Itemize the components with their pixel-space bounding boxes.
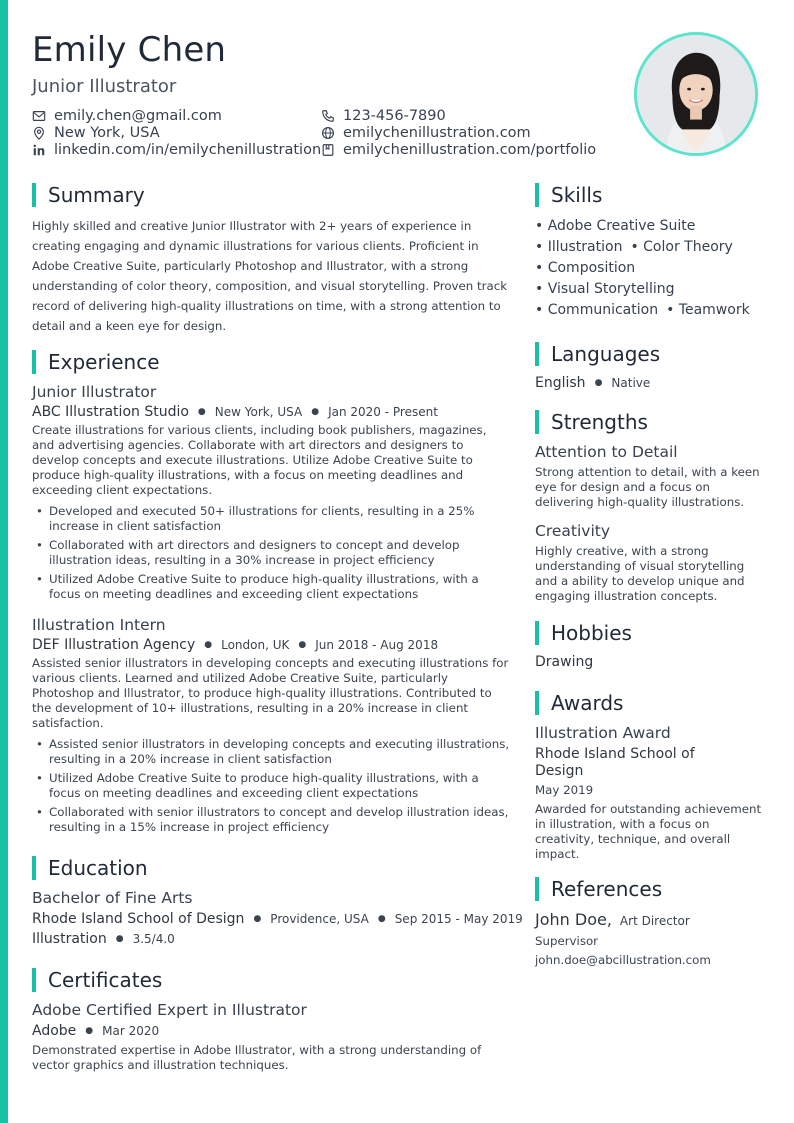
job-description: Create illustrations for various clients, including book publishers, magazines, and advertising agencies. Collaborate with art directors and designers to develop concepts and execute illustrations. Utilize Adobe Creative Suite to produce high-quality illustrations, with a focus on meeting deadlines and exceeding client expectations.: [32, 423, 487, 497]
heading-accent: [32, 183, 36, 207]
phone-icon: [321, 109, 335, 123]
school-location: Providence, USA: [270, 912, 369, 926]
skills-list: [535, 216, 765, 321]
skill-tag: • Illustration: [535, 239, 623, 255]
portfolio-text: emilychenillustration.com/portfolio: [343, 142, 597, 158]
summary-text: Highly skilled and creative Junior Illustrator with 2+ years of experience in creating engaging and dynamic illustrations for various clients. Proficient in Adobe Creative Suite, particularly Photoshop and Illustrator, with a strong understanding of color theory, composition, and visual storytelling. Proven track record of delivering high-quality illustrations on time, with a strong attention to detail and a keen eye for design.: [32, 219, 508, 333]
job-entry: [32, 383, 510, 602]
contact-phone[interactable]: [321, 108, 446, 124]
location-icon: [32, 126, 46, 140]
linkedin-icon: [32, 143, 46, 157]
phone-text: 123-456-7890: [343, 108, 446, 124]
list-item: • Developed and executed 50+ illustrations for clients, resulting in a 25% increase in client satisfaction: [32, 504, 510, 534]
experience-heading: [32, 349, 510, 375]
separator-dot: ●: [85, 1026, 94, 1036]
contact-portfolio[interactable]: [321, 142, 596, 158]
experience-title: Experience: [48, 350, 160, 374]
job-description: Assisted senior illustrators in developing concepts and executing illustrations for various clients. Learned and utilized Adobe Creative Suite, particularly Photoshop and Illustrator, to produce high-quality illustrations. Contributed to the development of 10+ illustrations, resulting in a 20% increase in client satisfaction.: [32, 656, 509, 730]
references-heading: [535, 876, 765, 902]
heading-accent: [32, 350, 36, 374]
separator-dot: ●: [197, 407, 206, 417]
award-text: Awarded for outstanding achievement in illustration, with a focus on creativity, technique, and overall impact.: [535, 802, 762, 861]
job-location: New York, USA: [214, 405, 303, 419]
separator-dot: ●: [298, 640, 307, 650]
language-entry: [535, 375, 765, 391]
contact-website[interactable]: [321, 125, 531, 141]
job-entry: [32, 616, 510, 835]
profile-photo: [634, 32, 758, 156]
separator-dot: ●: [115, 934, 124, 944]
job-bullets: [32, 737, 510, 835]
main-column: [32, 182, 523, 1073]
certificate-description: Demonstrated expertise in Adobe Illustrator, with a strong understanding of vector graphics and illustration techniques.: [32, 1043, 482, 1072]
contact-email[interactable]: [32, 108, 222, 124]
job-location: London, UK: [221, 638, 290, 652]
job-meta: [32, 404, 510, 420]
school-name: Rhode Island School of Design: [32, 911, 245, 927]
certificates-title: Certificates: [48, 968, 163, 992]
separator-dot: ●: [253, 914, 262, 924]
certificates-heading: [32, 967, 510, 993]
award-issuer: Rhode Island School of Design: [535, 746, 695, 779]
candidate-role: Junior Illustrator: [32, 76, 177, 97]
job-dates: Jan 2020 - Present: [328, 405, 438, 419]
summary-heading: [32, 182, 510, 208]
skill-tag: • Color Theory: [630, 239, 733, 255]
certificate-issuer: Adobe: [32, 1023, 77, 1039]
award-date: May 2019: [535, 783, 594, 797]
job-meta: [32, 637, 510, 653]
heading-accent: [535, 410, 539, 434]
skills-heading: [535, 182, 765, 208]
education-heading: [32, 855, 510, 881]
contact-linkedin[interactable]: [32, 142, 321, 158]
reference-email[interactable]: john.doe@abcillustration.com: [535, 953, 711, 967]
list-item: • Assisted senior illustrators in developing concepts and executing illustrations, resulting in a 20% increase in client satisfaction: [32, 737, 510, 767]
awards-heading: [535, 690, 765, 716]
certificate-meta: [32, 1023, 510, 1039]
separator-dot: ●: [377, 914, 386, 924]
skill-tag: • Visual Storytelling: [535, 281, 675, 297]
job-title: Junior Illustrator: [32, 383, 157, 401]
certificate-date: Mar 2020: [102, 1024, 160, 1038]
list-item: • Collaborated with art directors and designers to concept and develop illustration ideas, resulting in a 30% increase in project efficiency: [32, 538, 510, 568]
linkedin-text: linkedin.com/in/emilychenillustration: [54, 142, 322, 158]
list-item: • Collaborated with senior illustrators to concept and develop illustration ideas, resulting in a 15% increase in project efficiency: [32, 805, 510, 835]
heading-accent: [32, 968, 36, 992]
strengths-title: Strengths: [551, 410, 648, 434]
skill-tag: • Teamwork: [666, 302, 750, 318]
list-item: • Utilized Adobe Creative Suite to produce high-quality illustrations, with a focus on meeting deadlines and exceeding client expectations: [32, 572, 510, 602]
strength-text: Strong attention to detail, with a keen eye for design and a focus on delivering high-quality illustrations.: [535, 465, 760, 509]
list-item: • Utilized Adobe Creative Suite to produce high-quality illustrations, with a focus on meeting deadlines and exceeding client expectations: [32, 771, 510, 801]
heading-accent: [32, 856, 36, 880]
heading-accent: [535, 691, 539, 715]
skill-tag: • Adobe Creative Suite: [535, 218, 696, 234]
summary-title: Summary: [48, 183, 145, 207]
references-title: References: [551, 877, 663, 901]
reference-name: John Doe,: [535, 910, 612, 929]
separator-dot: ●: [204, 640, 213, 650]
education-meta: [32, 911, 523, 927]
separator-dot: ●: [311, 407, 320, 417]
reference-entry: [535, 910, 765, 929]
heading-accent: [535, 621, 539, 645]
languages-title: Languages: [551, 342, 661, 366]
school-dates: Sep 2015 - May 2019: [394, 912, 523, 926]
skill-tag: • Communication: [535, 302, 659, 318]
job-bullets: [32, 504, 510, 602]
skills-title: Skills: [551, 183, 603, 207]
language-level: Native: [611, 376, 651, 390]
contact-location: [32, 125, 160, 141]
email-text: emily.chen@gmail.com: [54, 108, 222, 124]
mail-icon: [32, 109, 46, 123]
hobbies-heading: [535, 620, 765, 646]
website-text: emilychenillustration.com: [343, 125, 531, 141]
heading-accent: [535, 877, 539, 901]
hobbies-title: Hobbies: [551, 621, 632, 645]
heading-accent: [535, 183, 539, 207]
portfolio-icon: [321, 143, 335, 157]
job-company: ABC Illustration Studio: [32, 404, 189, 420]
field-of-study: Illustration: [32, 931, 107, 947]
candidate-name: Emily Chen: [32, 30, 227, 70]
awards-title: Awards: [551, 691, 624, 715]
reference-relation: Supervisor: [535, 934, 599, 948]
degree-name: Bachelor of Fine Arts: [32, 889, 193, 907]
languages-heading: [535, 341, 765, 367]
strength-title: Attention to Detail: [535, 443, 678, 461]
award-name: Illustration Award: [535, 724, 671, 742]
gpa: 3.5/4.0: [132, 932, 175, 946]
location-text: New York, USA: [54, 125, 160, 141]
education-field-meta: [32, 931, 510, 947]
strengths-heading: [535, 409, 765, 435]
skill-tag: • Composition: [535, 260, 636, 276]
language-name: English: [535, 375, 586, 391]
portrait-image: [637, 35, 755, 153]
separator-dot: ●: [594, 378, 603, 388]
job-title: Illustration Intern: [32, 616, 166, 634]
side-column: [535, 182, 765, 968]
job-company: DEF Illustration Agency: [32, 637, 196, 653]
job-dates: Jun 2018 - Aug 2018: [315, 638, 439, 652]
heading-accent: [535, 342, 539, 366]
reference-position: Art Director: [619, 914, 690, 928]
education-title: Education: [48, 856, 148, 880]
strength-text: Highly creative, with a strong understanding of visual storytelling and a ability to develop unique and engaging illustration concepts.: [535, 544, 745, 603]
accent-bar: [0, 0, 8, 1123]
certificate-name: Adobe Certified Expert in Illustrator: [32, 1001, 307, 1019]
globe-icon: [321, 126, 335, 140]
strength-title: Creativity: [535, 522, 611, 540]
hobby-item: Drawing: [535, 654, 594, 670]
